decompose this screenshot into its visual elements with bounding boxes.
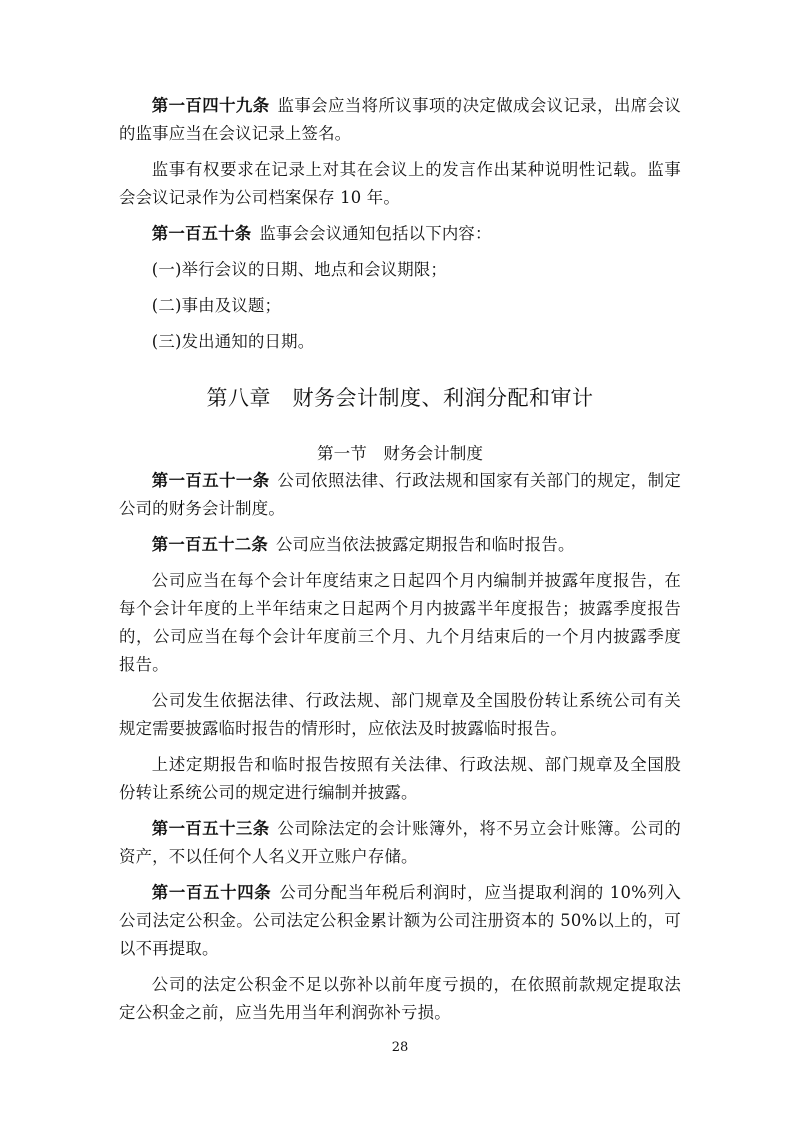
article-text: 监事会应当将所议事项的决定做成会议记录，出席会议的监事应当在会议记录上签名。 [119,96,681,143]
article-text: 监事会会议通知包括以下内容： [259,224,492,243]
paragraph [119,751,681,807]
list-item [119,256,681,284]
paragraph [119,567,681,679]
page-content [119,92,681,1035]
list-item-text: (二)事由及议题； [151,296,282,315]
article-number: 第一百四十九条 [151,96,270,115]
article-151 [119,467,681,523]
article-150 [119,220,681,248]
paragraph-text: 公司应当在每个会计年度结束之日起四个月内编制并披露年度报告，在每个会计年度的上半年结束之日起两个月内披露半年度报告；披露季度报告的，公司应当在每个会计年度前三个月、九个月结束后的一个月内披露季度报告。 [119,571,681,674]
paragraph [119,687,681,743]
paragraph [119,971,681,1027]
article-number: 第一百五十三条 [151,819,270,838]
list-item [119,328,681,356]
list-item-text: (一)举行会议的日期、地点和会议期限； [151,260,448,279]
list-item-text: (三)发出通知的日期。 [151,332,315,351]
paragraph-text: 上述定期报告和临时报告按照有关法律、行政法规、部门规章及全国股份转让系统公司的规定进行编制并披露。 [119,755,681,802]
article-text: 公司分配当年税后利润时，应当提取利润的 10%列入公司法定公积金。公司法定公积金累计额为公司注册资本的 50%以上的，可以不再提取。 [119,883,682,958]
article-number: 第一百五十二条 [151,535,268,554]
article-149 [119,92,681,148]
section-title: 第一节 财务会计制度 [317,444,483,463]
article-text: 公司应当依法披露定期报告和临时报告。 [275,535,575,554]
paragraph-text: 监事有权要求在记录上对其在会议上的发言作出某种说明性记载。监事会会议记录作为公司档案保存 10 年。 [119,160,681,207]
list-item [119,292,681,320]
article-text: 公司依照法律、行政法规和国家有关部门的规定，制定公司的财务会计制度。 [119,471,681,518]
article-152 [119,531,681,559]
paragraph-text: 公司的法定公积金不足以弥补以前年度亏损的，在依照前款规定提取法定公积金之前，应当先用当年利润弥补亏损。 [119,975,681,1022]
article-text: 公司除法定的会计账簿外，将不另立会计账簿。公司的资产，不以任何个人名义开立账户存储。 [119,819,681,866]
article-153 [119,815,681,871]
article-number: 第一百五十四条 [151,883,272,902]
paragraph-text: 公司发生依据法律、行政法规、部门规章及全国股份转让系统公司有关规定需要披露临时报告的情形时，应依法及时披露临时报告。 [119,691,681,738]
article-154 [119,879,681,963]
chapter-title: 第八章 财务会计制度、利润分配和审计 [206,386,594,410]
page-number: 28 [391,1040,409,1055]
paragraph [119,156,681,212]
article-number: 第一百五十一条 [151,471,270,490]
article-number: 第一百五十条 [151,224,252,243]
